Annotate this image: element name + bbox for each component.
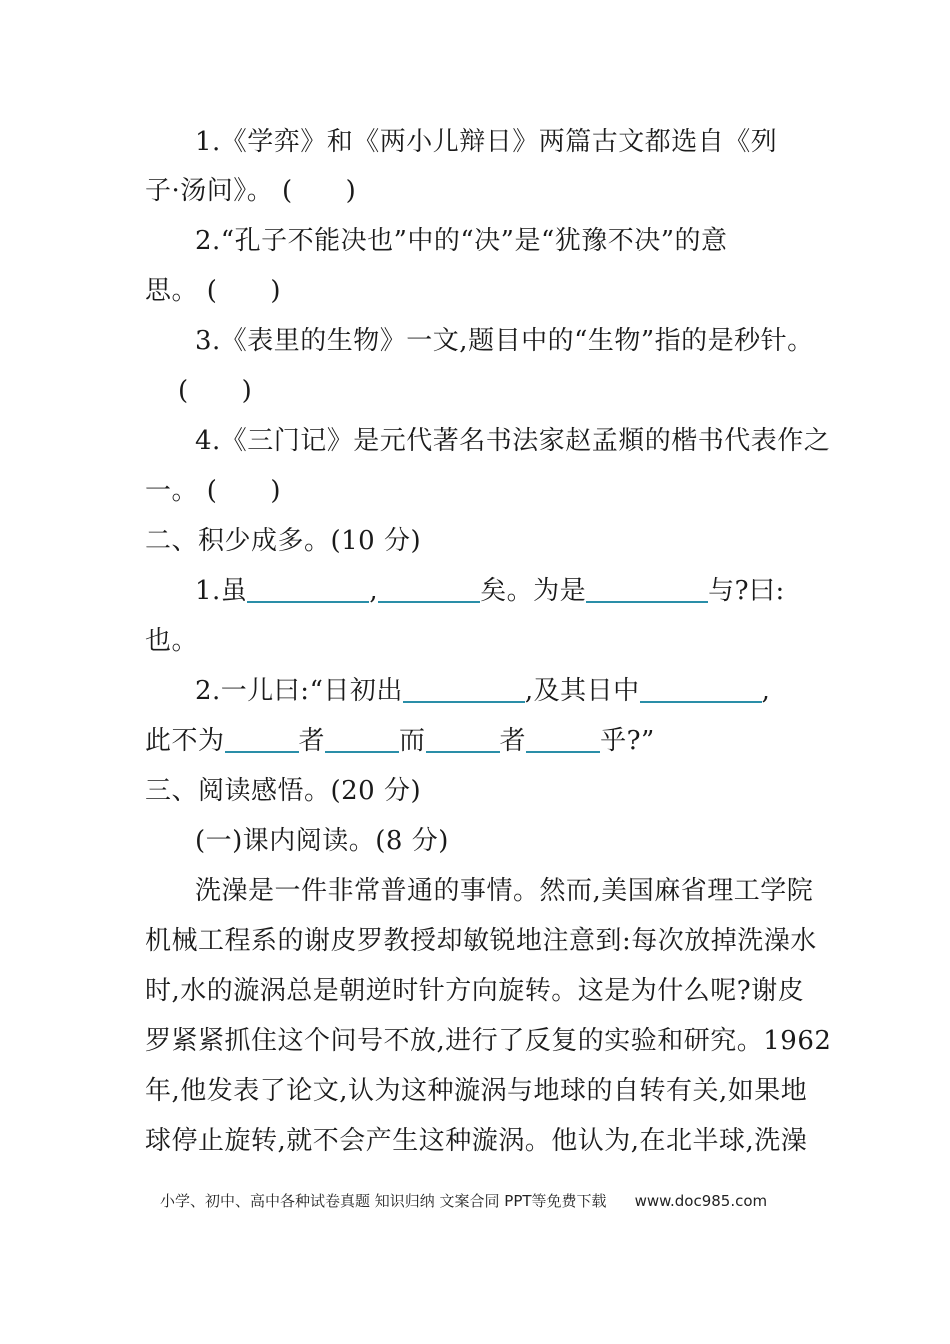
s2-q1-text-d: 与?曰: <box>708 576 785 606</box>
s2-q2-text-f: 而 <box>399 726 426 756</box>
q2-line2: 思。 ( ) <box>145 276 282 306</box>
s2-q2-text-b: ,及其日中 <box>524 676 640 706</box>
passage-line: 年,他发表了论文,认为这种漩涡与地球的自转有关,如果地 <box>145 1076 808 1106</box>
q4-line1: 4.《三门记》是元代著名书法家赵孟頫的楷书代表作之 <box>195 426 831 456</box>
s2-q1-text-b: , <box>369 576 379 606</box>
fill-blank[interactable] <box>640 675 762 703</box>
s2-q2-text-d: 此不为 <box>145 726 225 756</box>
s2-q1-text-c: 矣。为是 <box>480 576 587 606</box>
s2-q2-text-c: , <box>761 676 771 706</box>
s2-q2-text-h: 乎?” <box>600 726 655 756</box>
passage-line: 球停止旋转,就不会产生这种漩涡。他认为,在北半球,洗澡 <box>145 1126 808 1156</box>
passage-line: 时,水的漩涡总是朝逆时针方向旋转。这是为什么呢?谢皮 <box>145 976 805 1006</box>
q3-line2: ( ) <box>178 376 253 406</box>
fill-blank[interactable] <box>586 575 708 603</box>
section3-heading: 三、阅读感悟。(20 分) <box>145 776 422 806</box>
s2-q2-text-a: 2.一儿曰:“日初出 <box>195 676 403 706</box>
fill-blank[interactable] <box>247 575 369 603</box>
footer-text: 小学、初中、高中各种试卷真题 知识归纳 文案合同 PPT等免费下载 <box>160 1192 607 1210</box>
footer-url[interactable]: www.doc985.com <box>634 1192 768 1210</box>
s2-q1-line2: 也。 <box>145 626 199 656</box>
q4-line2: 一。 ( ) <box>145 476 282 506</box>
fill-blank[interactable] <box>426 725 500 753</box>
passage-line: 洗澡是一件非常普通的事情。然而,美国麻省理工学院 <box>195 876 814 906</box>
q1-line2: 子·汤问》。 ( ) <box>145 176 357 206</box>
s2-q1-line1 <box>195 574 785 608</box>
s2-q1-text-a: 1.虽 <box>195 576 248 606</box>
q2-line1: 2.“孔子不能决也”中的“决”是“犹豫不决”的意 <box>195 226 728 256</box>
fill-blank[interactable] <box>225 725 299 753</box>
s2-q2-text-e: 者 <box>298 726 326 756</box>
s2-q2-line1 <box>195 674 770 708</box>
q3-line1: 3.《表里的生物》一文,题目中的“生物”指的是秒针。 <box>195 326 814 356</box>
footer <box>160 1190 767 1211</box>
passage-line: 罗紧紧抓住这个问号不放,进行了反复的实验和研究。1962 <box>145 1026 832 1056</box>
section2-heading: 二、积少成多。(10 分) <box>145 526 422 556</box>
s2-q2-line2 <box>145 724 655 758</box>
fill-blank[interactable] <box>526 725 600 753</box>
fill-blank[interactable] <box>403 675 525 703</box>
passage-line: 机械工程系的谢皮罗教授却敏锐地注意到:每次放掉洗澡水 <box>145 926 817 956</box>
s2-q2-text-g: 者 <box>499 726 527 756</box>
fill-blank[interactable] <box>378 575 480 603</box>
q1-line1: 1.《学弈》和《两小儿辩日》两篇古文都选自《列 <box>195 127 778 157</box>
fill-blank[interactable] <box>325 725 399 753</box>
section3-sub-heading: (一)课内阅读。(8 分) <box>195 826 449 856</box>
